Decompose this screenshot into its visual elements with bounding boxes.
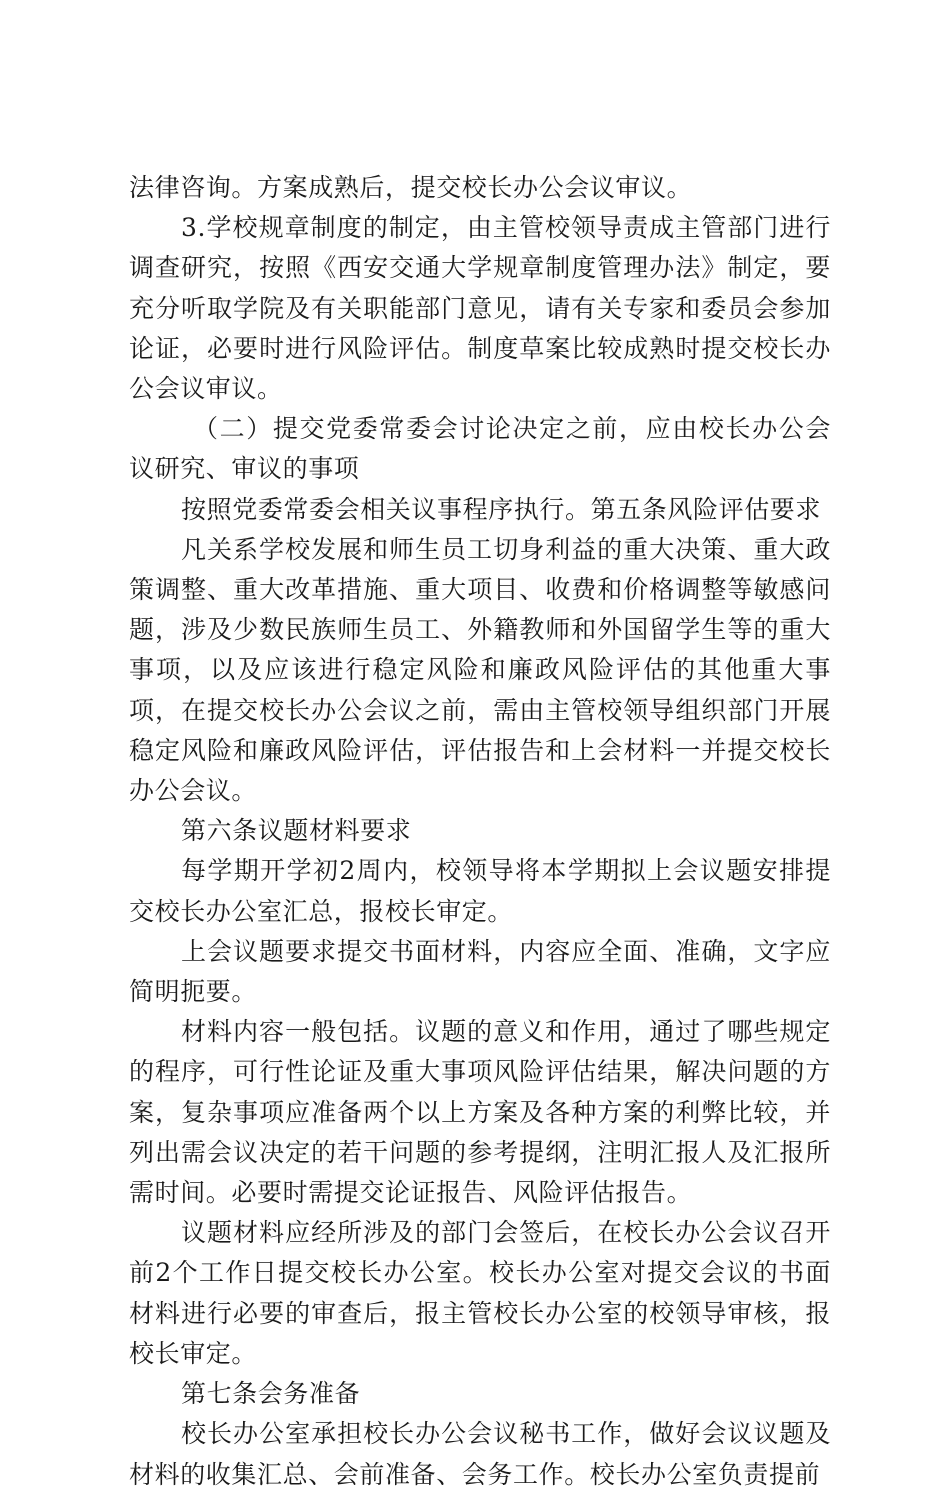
article-7-heading: 第七条会务准备 [181, 1379, 361, 1409]
paragraph-item-3: 3.学校规章制度的制定，由主管校领导责成主管部门进行调查研究，按照《西安交通大学规章制度管理办法》制定，要充分听取学院及有关职能部门意见，请有关专家和委员会参加论证，必要时进行风险评估。制度草案比较成熟时提交校长办公会议审议。 [129, 213, 831, 404]
article-6-heading: 第六条议题材料要求 [181, 816, 412, 846]
paragraph-countersign: 议题材料应经所涉及的部门会签后，在校长办公会议召开前2个工作日提交校长办公室。校长办公室对提交会议的书面材料进行必要的审查后，报主管校长办公室的校领导审核，报校长审定。 [129, 1218, 831, 1368]
paragraph-risk-assessment: 凡关系学校发展和师生员工切身利益的重大决策、重大政策调整、重大改革措施、重大项目、收费和价格调整等敏感问题，涉及少数民族师生员工、外籍教师和外国留学生等的重大事项，以及应该进行稳定风险和廉政风险评估的其他重大事项，在提交校长办公会议之前，需由主管校领导组织部门开展稳定风险和廉政风险评估，评估报告和上会材料一并提交校长办公会议。 [129, 534, 831, 806]
paragraph-procedure: 按照党委常委会相关议事程序执行。第五条风险评估要求 [181, 494, 822, 524]
paragraph-written-materials: 上会议题要求提交书面材料，内容应全面、准确，文字应简明扼要。 [129, 936, 831, 1007]
section-heading-2: （二）提交党委常委会讨论决定之前，应由校长办公会议研究、审议的事项 [129, 414, 831, 484]
document-body [129, 168, 831, 1495]
paragraph-secretariat: 校长办公室承担校长办公会议秘书工作，做好会议议题及材料的收集汇总、会前准备、会务工作。校长办公室负责提前 [129, 1419, 831, 1489]
paragraph-continuation: 法律咨询。方案成熟后，提交校长办公会议审议。 [129, 173, 693, 202]
paragraph-material-content: 材料内容一般包括。议题的意义和作用，通过了哪些规定的程序，可行性论证及重大事项风险评估结果，解决问题的方案，复杂事项应准备两个以上方案及各种方案的利弊比较，并列出需会议决定的若干问题的参考提纲，注明汇报人及汇报所需时间。必要时需提交论证报告、风险评估报告。 [129, 1017, 831, 1208]
paragraph-semester-topics: 每学期开学初2周内，校领导将本学期拟上会议题安排提交校长办公室汇总，报校长审定。 [129, 856, 831, 926]
